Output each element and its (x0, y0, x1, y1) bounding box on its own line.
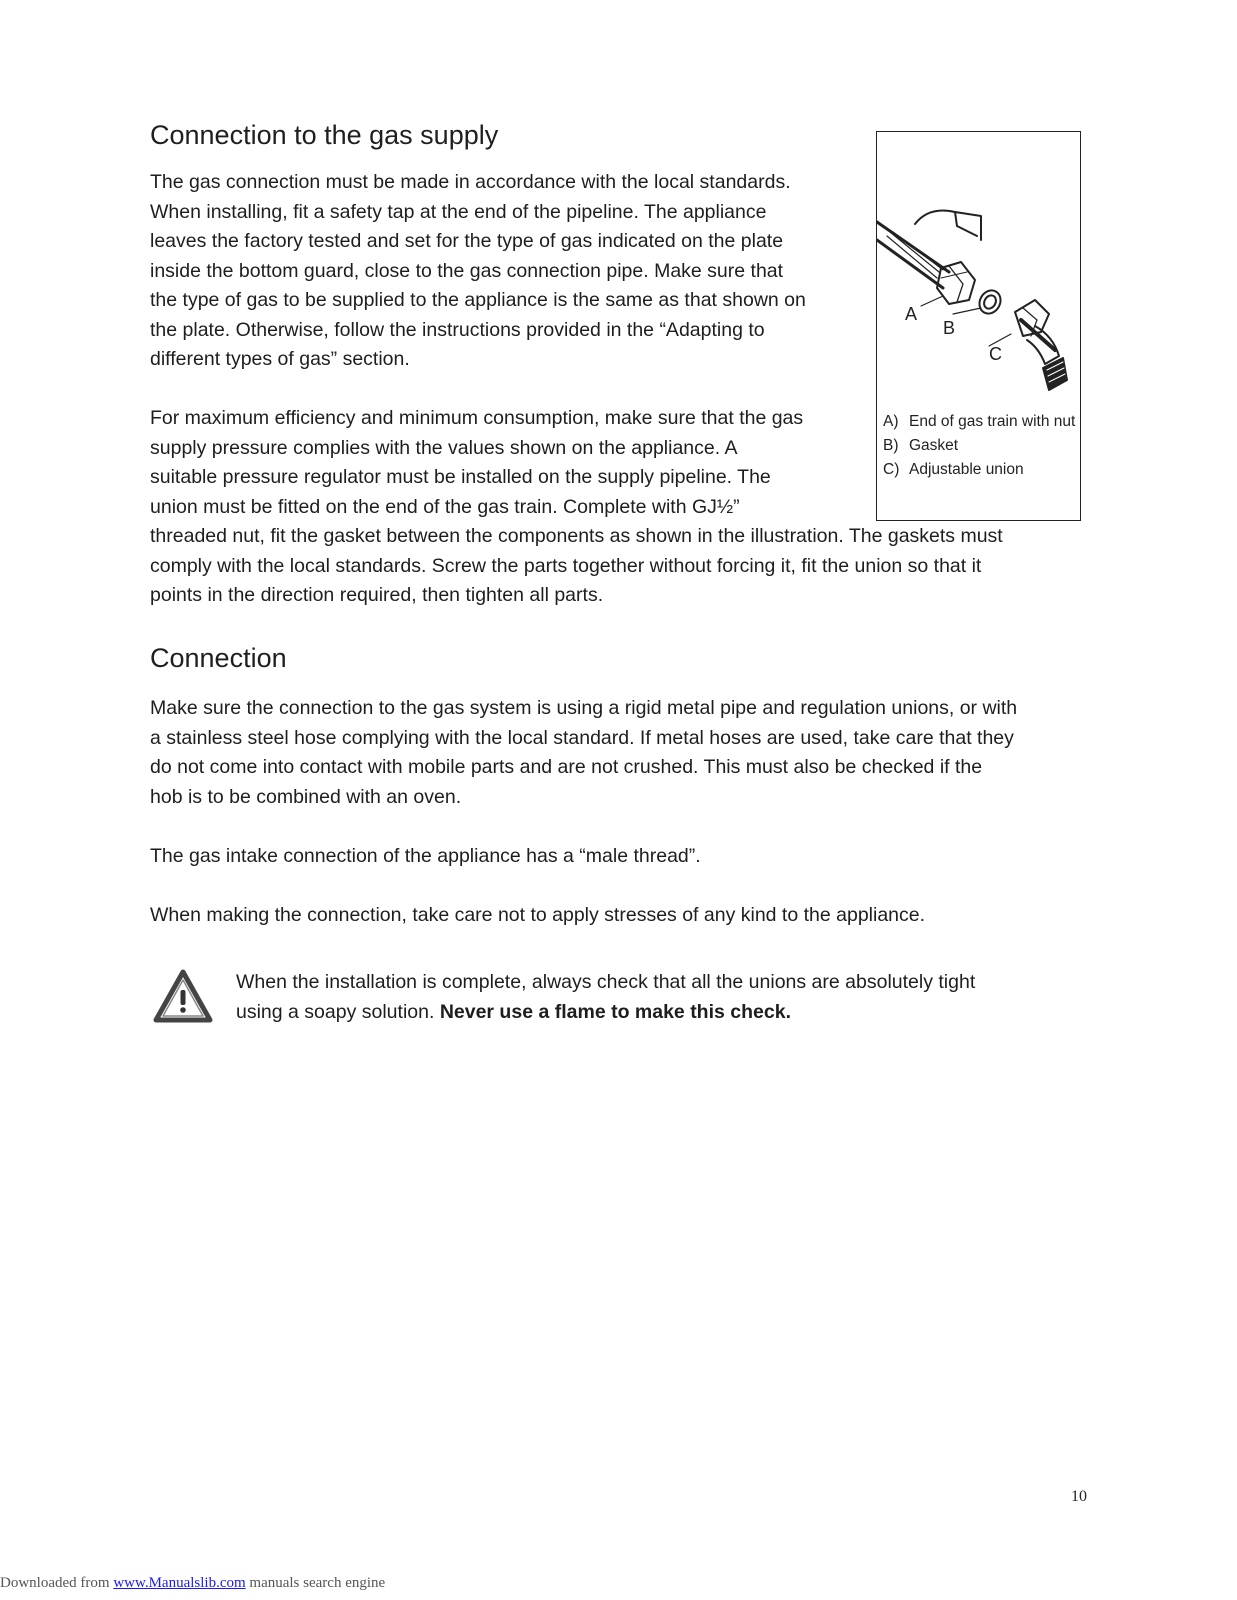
legend-text: Adjustable union (909, 461, 1024, 478)
legend-text: End of gas train with nut (909, 413, 1076, 430)
page-number: 10 (1071, 1488, 1087, 1505)
gas-supply-paragraph-2 (150, 404, 1003, 611)
footer-suffix: manuals search engine (245, 1575, 386, 1591)
text-line: hob is to be combined with an oven. (150, 785, 462, 808)
figure-legend (883, 410, 1079, 482)
legend-key: C) (883, 461, 900, 478)
legend-text: Gasket (909, 437, 959, 454)
text-line: different types of gas” section. (150, 348, 410, 370)
text-line: do not come into contact with mobile parts and are not crushed. This must also be checked if the (150, 756, 983, 778)
connection-paragraph-2 (150, 842, 701, 872)
text-line: inside the bottom guard, close to the gas connection pipe. Make sure that (150, 259, 784, 282)
text-line: a stainless steel hose complying with the local standard. If metal hoses are used, take care that they (150, 726, 1014, 749)
gas-connection-figure (876, 131, 1081, 521)
section-heading-connection: Connection (150, 643, 287, 673)
legend-item (883, 434, 1079, 458)
callout-label-b: B (943, 318, 956, 338)
warning-line-1: When the installation is complete, always check that all the unions are absolutely tight (236, 971, 976, 993)
connection-paragraph-3 (150, 901, 925, 931)
text-line: threaded nut, fit the gasket between the components as shown in the illustration. The gaskets must (150, 525, 1003, 547)
download-footer (0, 1575, 385, 1592)
warning-message (236, 968, 975, 1027)
legend-key: A) (883, 413, 899, 430)
legend-key: B) (883, 437, 899, 454)
text-line: For maximum efficiency and minimum consumption, make sure that the gas (150, 407, 804, 429)
text-line: the plate. Otherwise, follow the instructions provided in the “Adapting to (150, 318, 765, 341)
warning-line-2 (236, 998, 975, 1028)
legend-item (883, 410, 1079, 434)
warning-emphasis: Never use a flame to make this check. (439, 1000, 791, 1023)
text-line: When installing, fit a safety tap at the end of the pipeline. The appliance (150, 200, 767, 223)
gas-supply-paragraph-1 (150, 168, 806, 375)
connection-paragraph-1 (150, 694, 1017, 812)
text-line: leaves the factory tested and set for the type of gas indicated on the plate (150, 230, 784, 252)
text-line: union must be fitted on the end of the gas train. Complete with GJ½” (150, 495, 740, 518)
text-line: The gas connection must be made in accordance with the local standards. (150, 171, 791, 193)
text-line: Make sure the connection to the gas system is using a rigid metal pipe and regulation unions, or with (150, 697, 1018, 719)
text-line: points in the direction required, then tighten all parts. (150, 584, 604, 606)
legend-item (883, 458, 1079, 482)
warning-line-2-text: using a soapy solution. (236, 1000, 440, 1023)
text-line: supply pressure complies with the values shown on the appliance. A (150, 436, 738, 459)
callout-label-a: A (905, 304, 918, 324)
section-heading-gas-supply: Connection to the gas supply (150, 120, 499, 150)
warning-triangle-icon (152, 968, 214, 1026)
text-line: suitable pressure regulator must be installed on the supply pipeline. The (150, 466, 771, 488)
manualslib-link[interactable]: www.Manualslib.com (113, 1575, 246, 1591)
text-line: When making the connection, take care not to apply stresses of any kind to the appliance. (150, 904, 926, 926)
text-line: comply with the local standards. Screw the parts together without forcing it, fit the union so that it (150, 554, 982, 577)
text-line: The gas intake connection of the appliance has a “male thread”. (150, 845, 701, 867)
footer-prefix: Downloaded from (0, 1575, 114, 1591)
callout-label-c: C (989, 344, 1002, 364)
text-line: the type of gas to be supplied to the appliance is the same as that shown on (150, 289, 806, 311)
